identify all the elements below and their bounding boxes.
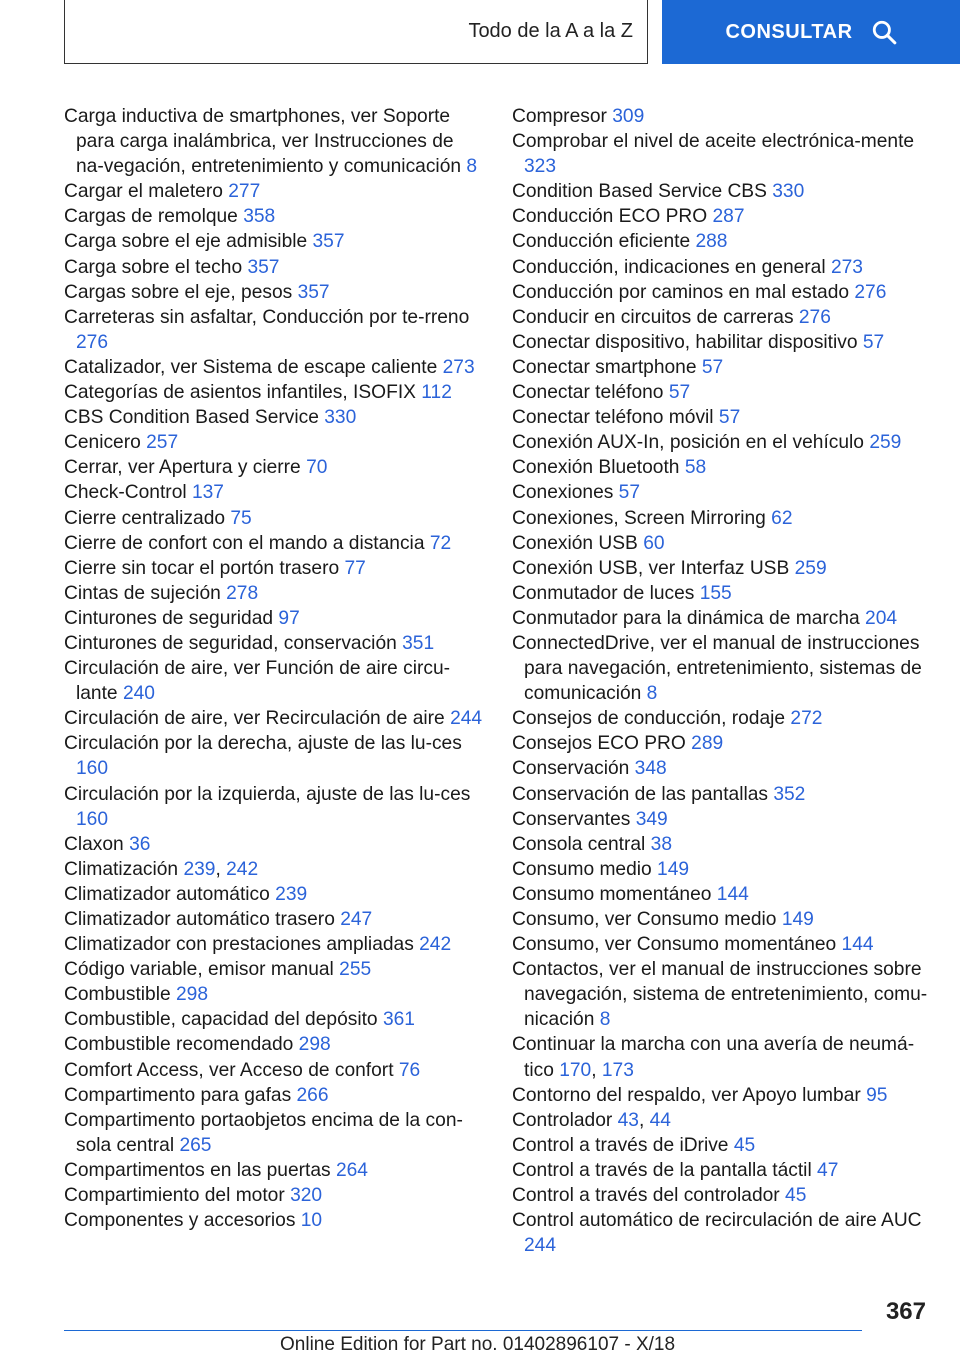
index-entry: [512, 731, 932, 756]
page-reference-link[interactable]: 276: [854, 281, 887, 303]
entry-text: Claxon: [64, 833, 130, 855]
page-reference-link[interactable]: 160: [76, 758, 109, 780]
entry-text: Climatizador con prestaciones ampliadas: [64, 934, 420, 956]
entry-text: Consumo, ver Consumo medio: [512, 909, 782, 930]
entry-text: Carreteras sin asfaltar, Conducción por te-rreno: [64, 306, 470, 328]
page-reference-link[interactable]: 8: [646, 683, 658, 705]
page-reference-link[interactable]: 276: [76, 331, 109, 353]
entry-text: Comprobar el nivel de aceite electrónica-mente: [512, 131, 915, 153]
page-reference-link[interactable]: 357: [297, 281, 330, 303]
entry-text: ConnectedDrive, ver el manual de instrucciones para navegación, entretenimiento, sistemas de comunicación: [512, 632, 922, 705]
index-entry: [64, 405, 484, 430]
index-entry: [64, 1183, 484, 1208]
page-reference-link[interactable]: 72: [429, 532, 452, 554]
page-reference-link[interactable]: 57: [618, 482, 641, 504]
entry-text: Climatizador automático trasero: [64, 909, 341, 930]
page-reference-link[interactable]: 276: [798, 306, 831, 328]
index-entry: [512, 506, 932, 531]
entry-text: Categorías de asientos infantiles, ISOFIX: [64, 382, 422, 404]
page-reference-link[interactable]: 149: [657, 858, 690, 880]
index-entry: [64, 204, 484, 229]
page-reference-link[interactable]: 36: [129, 833, 151, 855]
page-reference-link[interactable]: 298: [175, 984, 208, 1006]
entry-text: Conducir en circuitos de carreras: [512, 306, 799, 328]
index-entry: [512, 756, 932, 781]
page-reference-link[interactable]: 10: [300, 1210, 323, 1232]
page-reference-link[interactable]: 357: [312, 231, 345, 253]
page-reference-link[interactable]: 45: [733, 1134, 756, 1156]
entry-text: Carga inductiva de smartphones, ver Soporte para carga inalámbrica, ver Instrucciones de na-vegación, entretenimiento y comunicación: [64, 106, 467, 178]
page-reference-link[interactable]: 70: [306, 457, 328, 479]
page-reference-link[interactable]: 242: [419, 934, 452, 956]
entry-text: Carga sobre el eje admisible: [64, 231, 313, 253]
index-entry: [64, 1058, 484, 1083]
page-reference-link[interactable]: 287: [712, 206, 745, 228]
index-entry: [512, 957, 932, 1032]
page-reference-link[interactable]: 259: [869, 432, 902, 454]
page-reference-link[interactable]: 273: [442, 356, 475, 378]
page-reference-link[interactable]: 278: [226, 582, 259, 604]
entry-text: Código variable, emisor manual: [64, 959, 340, 981]
page-reference-link[interactable]: 97: [278, 607, 300, 629]
entry-text: Combustible: [64, 984, 176, 1006]
index-entry: [64, 229, 484, 254]
entry-text: Consumo momentáneo: [512, 883, 717, 905]
page-reference-link[interactable]: 57: [701, 356, 724, 378]
page-reference-link[interactable]: 47: [817, 1159, 839, 1181]
index-entry: [64, 907, 484, 932]
entry-text: Cargas sobre el eje, pesos: [64, 281, 298, 303]
page-reference-link[interactable]: 330: [324, 407, 357, 429]
entry-text: Contactos, ver el manual de instrucciones sobre navegación, sistema de entretenimiento, comu-nicación: [512, 959, 928, 1031]
index-entry: [64, 932, 484, 957]
entry-text: Conexión USB, ver Interfaz USB: [512, 557, 795, 579]
entry-text: Cinturones de seguridad: [64, 607, 279, 629]
page-reference-link[interactable]: 244: [450, 708, 483, 730]
entry-text: Carga sobre el techo: [64, 256, 248, 278]
page-reference-link[interactable]: 352: [773, 783, 806, 805]
page-reference-link[interactable]: 277: [228, 181, 261, 203]
entry-text: Conducción eficiente: [512, 231, 696, 253]
index-entry: [512, 706, 932, 731]
entry-text: Circulación de aire, ver Recirculación de aire: [64, 708, 451, 730]
entry-text: Conectar teléfono: [512, 382, 669, 404]
index-entry: [512, 405, 932, 430]
entry-text: Conexiones: [512, 482, 619, 504]
page-reference-link[interactable]: 155: [699, 582, 732, 604]
index-entry: [64, 832, 484, 857]
index-entry: [64, 1108, 484, 1158]
page-reference-link[interactable]: 240: [122, 683, 155, 705]
entry-text: Conexiones, Screen Mirroring: [512, 507, 772, 529]
index-entry: [512, 305, 932, 330]
entry-text: Conducción ECO PRO: [512, 206, 713, 228]
page-reference-link[interactable]: 170: [559, 1059, 592, 1081]
entry-text: Condition Based Service CBS: [512, 181, 773, 203]
page-reference-link[interactable]: 244: [524, 1235, 557, 1257]
index-entry: [64, 179, 484, 204]
index-entry: [64, 706, 484, 731]
index-entry: [64, 380, 484, 405]
index-entry: [512, 129, 932, 179]
entry-text: Consumo medio: [512, 858, 658, 880]
page-reference-link[interactable]: 57: [668, 382, 691, 404]
entry-text: Consejos ECO PRO: [512, 733, 692, 755]
page-reference-link[interactable]: 289: [691, 733, 724, 755]
page-reference-link[interactable]: 173: [601, 1059, 634, 1081]
entry-text: Consola central: [512, 833, 651, 855]
page-reference-link[interactable]: 112: [421, 382, 452, 404]
page-reference-link[interactable]: 58: [684, 457, 707, 479]
page-reference-link[interactable]: 43: [617, 1109, 639, 1131]
index-entry: [512, 782, 932, 807]
entry-text: Conducción, indicaciones en general: [512, 256, 831, 278]
index-entry: [512, 1083, 932, 1108]
index-entry: [512, 531, 932, 556]
page-reference-link[interactable]: 239: [275, 883, 308, 905]
page-reference-link[interactable]: 273: [830, 256, 863, 278]
index-entry: [64, 531, 484, 556]
entry-text: Compartimento portaobjetos encima de la con-sola central: [64, 1109, 463, 1156]
entry-text: Circulación por la derecha, ajuste de las lu-ces: [64, 733, 462, 755]
index-entry: [64, 857, 484, 882]
page-reference-link[interactable]: 361: [382, 1009, 415, 1031]
edition-text: Online Edition for Part no. 01402896107 - X/18: [280, 1334, 676, 1355]
entry-text: Cargas de remolque: [64, 206, 244, 228]
entry-text: Control a través del controlador: [512, 1185, 786, 1207]
consult-button-label: CONSULTAR: [725, 20, 853, 43]
index-entry: [512, 229, 932, 254]
page-reference-link[interactable]: 298: [298, 1034, 331, 1056]
entry-text: Compartimento para gafas: [64, 1084, 297, 1106]
page-reference-link[interactable]: 288: [695, 231, 728, 253]
index-column-left: [64, 104, 484, 1233]
page-reference-link[interactable]: 76: [398, 1059, 421, 1081]
index-entry: [512, 280, 932, 305]
entry-text: Control automático de recirculación de aire AUC: [512, 1210, 922, 1232]
entry-text: Componentes y accesorios: [64, 1210, 301, 1232]
index-entry: [512, 581, 932, 606]
index-entry: [64, 606, 484, 631]
entry-text: Consumo, ver Consumo momentáneo: [512, 934, 842, 956]
index-entry: [64, 631, 484, 656]
index-entry: [512, 480, 932, 505]
page-reference-link[interactable]: 247: [340, 909, 373, 930]
entry-text: Conmutador de luces: [512, 582, 700, 604]
index-entry: [64, 556, 484, 581]
index-entry: [64, 882, 484, 907]
entry-text: Circulación de aire, ver Función de aire circu-lante: [64, 658, 451, 705]
entry-text: Comfort Access, ver Acceso de confort: [64, 1059, 399, 1081]
index-entry: [512, 1158, 932, 1183]
entry-text: Compresor: [512, 106, 613, 127]
page-reference-link[interactable]: 57: [718, 407, 741, 429]
index-entry: [64, 1032, 484, 1057]
page-reference-link[interactable]: 265: [179, 1134, 212, 1156]
page-reference-link[interactable]: 8: [466, 156, 478, 178]
index-entry: [64, 1083, 484, 1108]
entry-text: Conmutador para la dinámica de marcha: [512, 607, 866, 629]
entry-text: Compartimiento del motor: [64, 1185, 291, 1207]
page-reference-link[interactable]: 62: [771, 507, 793, 529]
entry-text: Cerrar, ver Apertura y cierre: [64, 457, 307, 479]
page-reference-link[interactable]: 144: [841, 934, 874, 956]
page-reference-link[interactable]: 204: [865, 607, 898, 629]
index-entry: [512, 882, 932, 907]
ref-separator: ,: [638, 1109, 650, 1131]
index-entry: [64, 506, 484, 531]
index-entry: [512, 1208, 932, 1258]
index-entry: [64, 455, 484, 480]
page-reference-link[interactable]: 38: [650, 833, 672, 855]
search-icon: [871, 19, 897, 45]
entry-text: Cierre sin tocar el portón trasero: [64, 557, 345, 579]
ref-separator: ,: [215, 858, 227, 880]
page-reference-link[interactable]: 60: [643, 532, 665, 554]
page-number: 367: [885, 1298, 926, 1325]
entry-text: Continuar la marcha con una avería de neumá-tico: [512, 1034, 915, 1081]
index-entry: [64, 430, 484, 455]
index-tab-label: Todo de la A a la Z: [468, 20, 633, 42]
index-entry: [64, 656, 484, 706]
page-reference-link[interactable]: 264: [335, 1159, 368, 1181]
index-entry: [512, 556, 932, 581]
page-reference-link[interactable]: 77: [344, 557, 366, 579]
index-entry: [64, 1158, 484, 1183]
index-entry: [512, 430, 932, 455]
entry-text: Conservación: [512, 758, 635, 780]
entry-text: Conectar teléfono móvil: [512, 407, 719, 429]
entry-text: Catalizador, ver Sistema de escape caliente: [64, 356, 443, 378]
index-entry: [64, 480, 484, 505]
index-entry: [64, 305, 484, 355]
page-reference-link[interactable]: 351: [402, 632, 435, 654]
page-reference-link[interactable]: 257: [146, 432, 179, 454]
index-entry: [512, 204, 932, 229]
index-entry: [64, 957, 484, 982]
entry-text: Cenicero: [64, 432, 147, 454]
entry-text: Cierre centralizado: [64, 507, 231, 529]
page-reference-link[interactable]: 272: [790, 708, 823, 730]
entry-text: Control a través de la pantalla táctil: [512, 1159, 818, 1181]
page-reference-link[interactable]: 75: [230, 507, 252, 529]
page-reference-link[interactable]: 357: [247, 256, 280, 278]
index-entry: [64, 355, 484, 380]
entry-text: CBS Condition Based Service: [64, 407, 325, 429]
index-entry: [512, 807, 932, 832]
index-entry: [512, 380, 932, 405]
page-reference-link[interactable]: 44: [649, 1109, 671, 1131]
index-entry: [512, 1183, 932, 1208]
page-reference-link[interactable]: 8: [599, 1009, 611, 1031]
index-entry: [512, 1032, 932, 1082]
entry-text: Circulación por la izquierda, ajuste de las lu-ces: [64, 783, 471, 805]
page-reference-link[interactable]: 259: [794, 557, 827, 579]
page-reference-link[interactable]: 239: [183, 858, 216, 880]
index-entry: [512, 1108, 932, 1133]
page-reference-link[interactable]: 348: [634, 758, 667, 780]
index-entry: [64, 731, 484, 781]
entry-text: Cierre de confort con el mando a distancia: [64, 532, 430, 554]
page-reference-link[interactable]: 137: [191, 482, 224, 504]
index-entry: [64, 1007, 484, 1032]
page-reference-link[interactable]: 349: [635, 808, 668, 830]
index-entry: [64, 104, 484, 179]
index-column-right: [512, 104, 932, 1258]
index-tab[interactable]: [64, 0, 648, 64]
page-reference-link[interactable]: 358: [243, 206, 276, 228]
entry-text: Conducción por caminos en mal estado: [512, 281, 855, 303]
consult-button[interactable]: [662, 0, 960, 64]
entry-text: Combustible, capacidad del depósito: [64, 1009, 383, 1031]
index-entry: [512, 355, 932, 380]
index-entry: [64, 982, 484, 1007]
entry-text: Cinturones de seguridad, conservación: [64, 632, 403, 654]
index-entry: [512, 857, 932, 882]
index-entry: [64, 1208, 484, 1233]
index-entry: [64, 280, 484, 305]
index-entry: [512, 330, 932, 355]
index-entry: [512, 907, 932, 932]
entry-text: Cintas de sujeción: [64, 582, 227, 604]
entry-text: Conservantes: [512, 808, 636, 830]
entry-text: Controlador: [512, 1109, 618, 1131]
index-entry: [512, 631, 932, 706]
index-entry: [512, 104, 932, 129]
entry-text: Combustible recomendado: [64, 1034, 299, 1056]
entry-text: Control a través de iDrive: [512, 1134, 734, 1156]
entry-text: Conexión USB: [512, 532, 644, 554]
index-entry: [512, 455, 932, 480]
page-reference-link[interactable]: 149: [781, 909, 814, 930]
entry-text: Consejos de conducción, rodaje: [512, 708, 791, 730]
entry-text: Conexión Bluetooth: [512, 457, 685, 479]
index-entry: [512, 179, 932, 204]
page-reference-link[interactable]: 160: [76, 808, 109, 830]
index-entry: [64, 581, 484, 606]
page-reference-link[interactable]: 242: [226, 858, 259, 880]
page-reference-link[interactable]: 309: [612, 106, 645, 127]
page-reference-link[interactable]: 255: [339, 959, 372, 981]
page-reference-link[interactable]: 144: [716, 883, 749, 905]
index-entry: [64, 255, 484, 280]
entry-text: Check-Control: [64, 482, 192, 504]
entry-text: Compartimentos en las puertas: [64, 1159, 336, 1181]
entry-text: Cargar el maletero: [64, 181, 229, 203]
entry-text: Climatizador automático: [64, 883, 276, 905]
entry-text: Conectar dispositivo, habilitar dispositivo: [512, 331, 863, 353]
page-reference-link[interactable]: 57: [862, 331, 885, 353]
index-entry: [512, 832, 932, 857]
page-reference-link[interactable]: 330: [772, 181, 805, 203]
index-entry: [512, 606, 932, 631]
index-entry: [512, 255, 932, 280]
index-entry: [512, 1133, 932, 1158]
entry-text: Contorno del respaldo, ver Apoyo lumbar: [512, 1084, 867, 1106]
page-reference-link[interactable]: 320: [290, 1185, 323, 1207]
ref-separator: ,: [591, 1059, 602, 1081]
entry-text: Conservación de las pantallas: [512, 783, 774, 805]
entry-text: Climatización: [64, 858, 184, 880]
entry-text: Conectar smartphone: [512, 356, 702, 378]
page-reference-link[interactable]: 323: [524, 156, 557, 178]
index-entry: [512, 932, 932, 957]
page-reference-link[interactable]: 45: [785, 1185, 807, 1207]
page-reference-link[interactable]: 95: [866, 1084, 888, 1106]
index-entry: [64, 782, 484, 832]
footer-divider: [64, 1330, 862, 1331]
entry-text: Conexión AUX-In, posición en el vehículo: [512, 432, 870, 454]
page-reference-link[interactable]: 266: [296, 1084, 329, 1106]
